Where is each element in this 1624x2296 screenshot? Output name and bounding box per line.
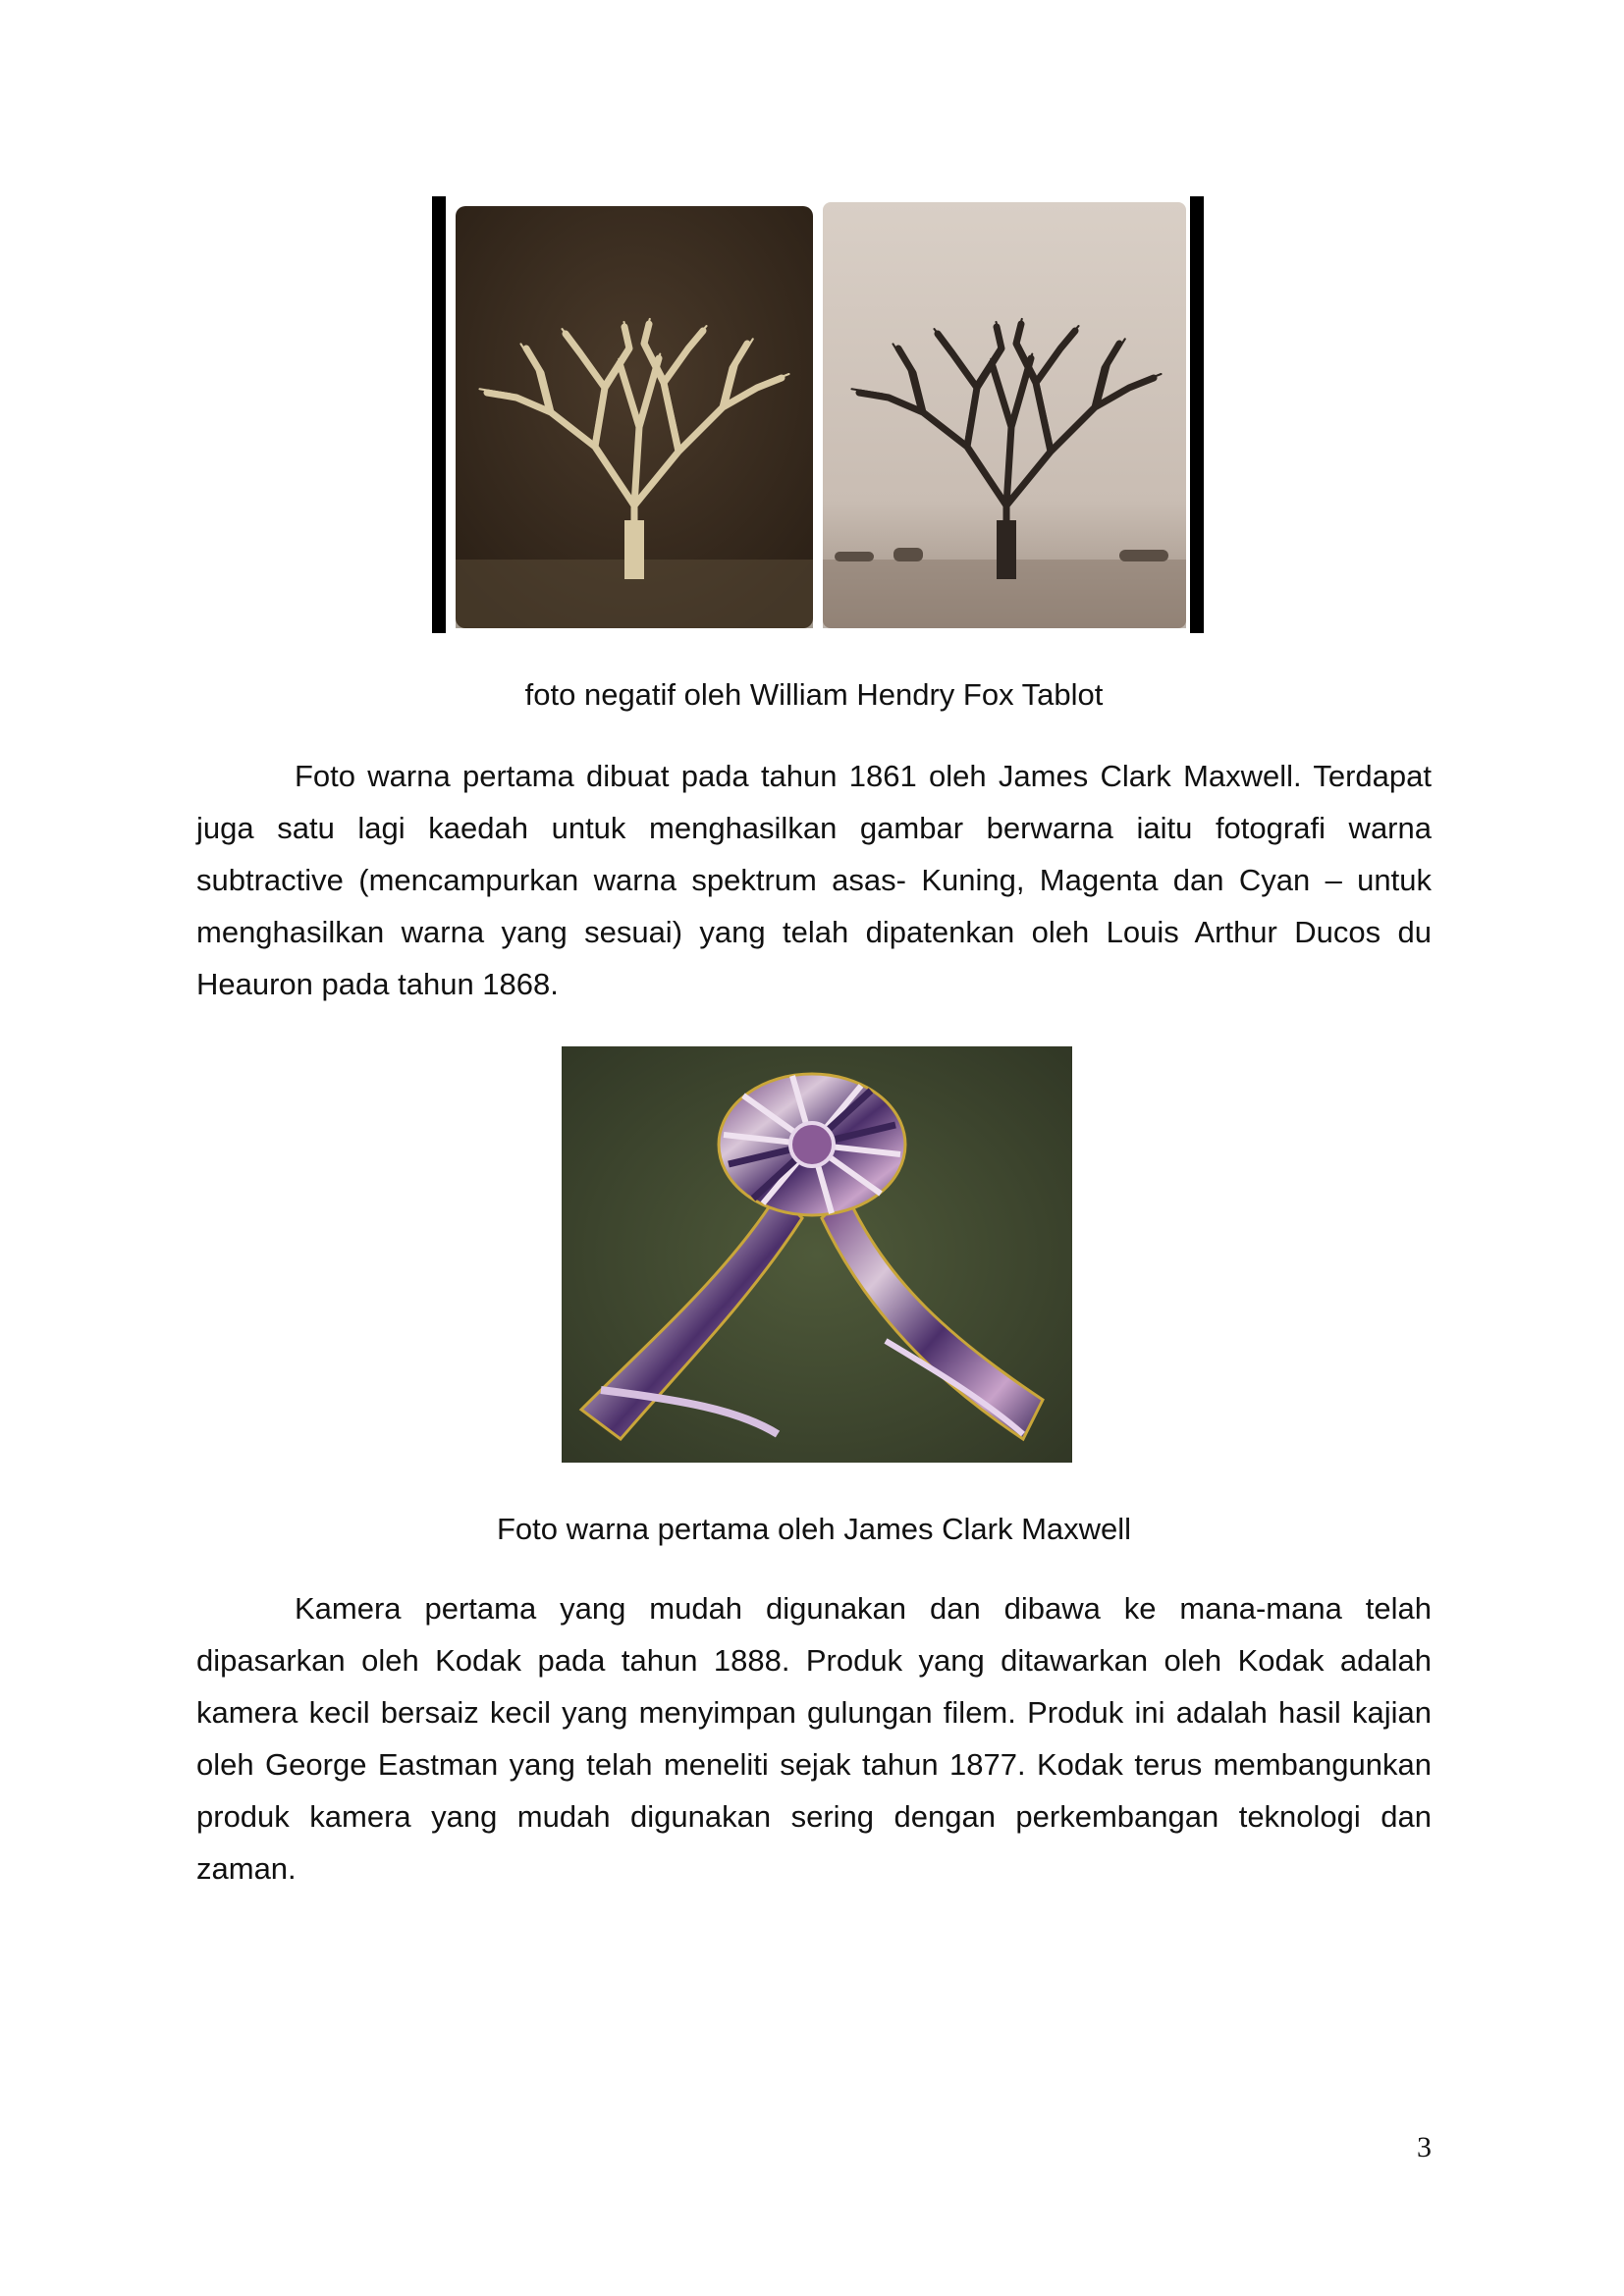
figure1-caption: foto negatif oleh William Hendry Fox Tablot [524, 677, 1104, 712]
tartan-ribbon-image [562, 1046, 1072, 1463]
tartan-ribbon-figure [562, 1046, 1072, 1463]
tree-photos-image [432, 196, 1204, 633]
paragraph-color-photography: Foto warna pertama dibuat pada tahun 1861 oleh James Clark Maxwell. Terdapat juga satu lagi kaedah untuk menghasilkan gambar berwarna iaitu fotografi warna subtractive (mencampurkan warna spektrum asas- Kuning, Magenta dan Cyan – untuk menghasilkan warna yang sesuai) yang telah dipatenkan oleh Louis Arthur Ducos du Heauron pada tahun 1868. [196, 759, 1432, 1001]
page-number: 3 [1417, 2131, 1432, 2163]
paragraph-kodak-camera: Kamera pertama yang mudah digunakan dan dibawa ke mana-mana telah dipasarkan oleh Kodak pada tahun 1888. Produk yang ditawarkan oleh Kodak adalah kamera kecil bersaiz kecil yang menyimpan gulungan filem. Produk ini adalah hasil kajian oleh George Eastman yang telah meneliti sejak tahun 1877. Kodak terus membangunkan produk kamera yang mudah digunakan sering dengan perkembangan teknologi dan zaman. [196, 1591, 1432, 1886]
tree-photos-figure [432, 196, 1204, 633]
figure2-caption: Foto warna pertama oleh James Clark Maxwell [496, 1512, 1132, 1546]
